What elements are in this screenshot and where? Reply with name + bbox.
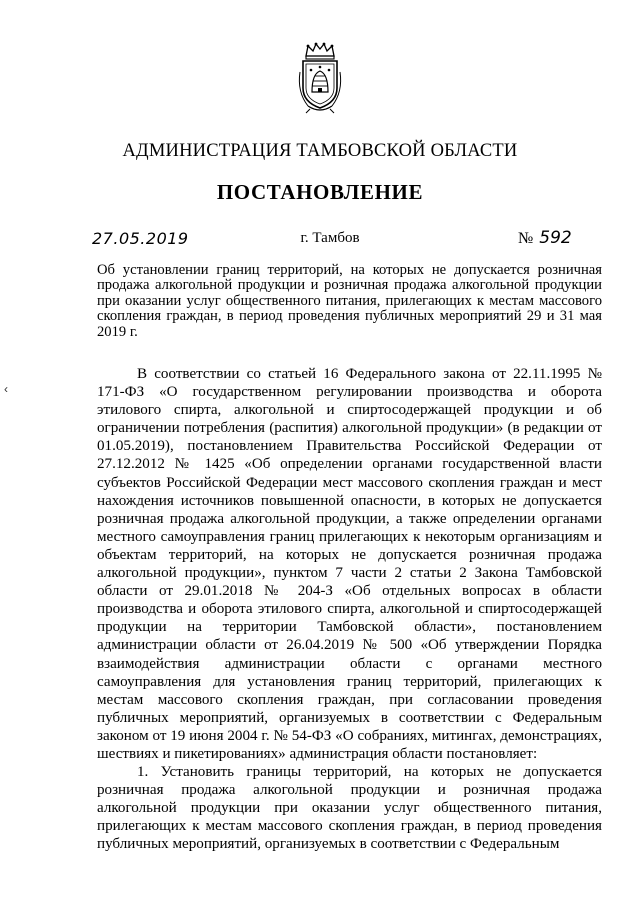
number-sign: № bbox=[518, 230, 534, 247]
document-subject: Об установлении границ территорий, на которых не допускается розничная продажа алкогольной продукции и розничная продажа алкогольной продукции при оказании услуг общественного питания, прилегающих к местам массового скопления граждан, в период проведения публичных мероприятий 29 и 31 мая 2019 г. bbox=[97, 262, 602, 340]
body-paragraph-2: 1. Установить границы территорий, на которых не допускается розничная продажа алкогольной продукции и розничная продажа алкогольной продукции при оказании услуг общественного питания, прилегающих к местам массового скопления граждан, в период проведения публичных мероприятий, организуемых в соответствии с Федеральным bbox=[97, 764, 602, 853]
organization-title: АДМИНИСТРАЦИЯ ТАМБОВСКОЙ ОБЛАСТИ bbox=[122, 141, 518, 161]
document-type-title: ПОСТАНОВЛЕНИЕ bbox=[216, 180, 424, 204]
document-body bbox=[97, 365, 602, 854]
number-value: 592 bbox=[539, 228, 572, 248]
document-city: г. Тамбов bbox=[300, 230, 360, 246]
body-paragraph-1: В соответствии со статьей 16 Федерального закона от 22.11.1995 № 171-ФЗ «О государственном регулировании производства и оборота этилового спирта, алкогольной и спиртосодержащей продукции и об ограничении потребления (распития) алкогольной продукции» (в редакции от 01.05.2019), постановлением Правительства Российской Федерации от 27.12.2012 № 1425 «Об определении органами государственной власти субъектов Российской Федерации мест массового скопления граждан и мест нахождения источников повышенной опасности, в которых не допускается розничная продажа алкогольной продукции, а также определении органами местного самоуправления границ прилегающих к некоторым организациям и объектам территорий, на которых не допускается розничная продажа алкогольной продукции», пунктом 7 части 2 статьи 2 Закона Тамбовской области от 29.01.2018 № 204-З «Об отдельных вопросах в области производства и оборота этилового спирта, алкогольной и спиртосодержащей продукции на территории Тамбовской области», постановлением администрации области от 26.04.2019 № 500 «Об утверждении Порядка взаимодействия администрации области с органами местного самоуправления для установления границ территорий, прилегающих к местам массового скопления граждан, при согласовании проведения публичных мероприятий, организуемых в соответствии с Федеральным законом от 19 июня 2004 г. № 54-ФЗ «О собраниях, митингах, демонстрациях, шествиях и пикетированиях» администрация области постановляет: bbox=[97, 366, 602, 762]
coat-of-arms-icon bbox=[294, 42, 346, 114]
document-date: 27.05.2019 bbox=[92, 229, 189, 248]
document-number bbox=[518, 228, 572, 250]
margin-mark: ‹ bbox=[4, 382, 8, 396]
